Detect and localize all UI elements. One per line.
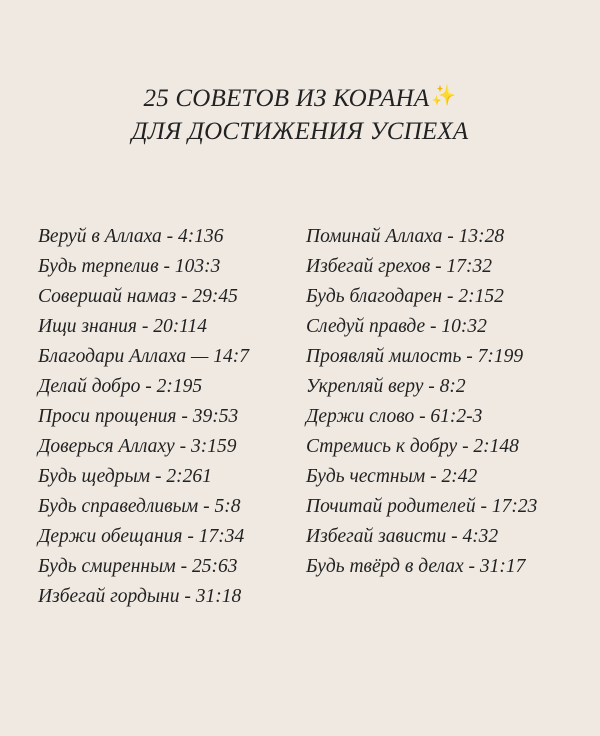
tip-item: Поминай Аллаха - 13:28 xyxy=(306,226,505,247)
tip-item: Избегай гордыни - 31:18 xyxy=(38,586,242,607)
tip-item: Держи обещания - 17:34 xyxy=(38,526,245,547)
tip-item: Будь благодарен - 2:152 xyxy=(306,286,504,307)
page-title xyxy=(0,80,600,148)
tip-item: Проявляй милость - 7:199 xyxy=(306,346,524,367)
tip-item: Будь твёрд в делах - 31:17 xyxy=(306,556,526,577)
tip-item: Держи слово - 61:2-3 xyxy=(306,406,483,427)
title-text-1: 25 СОВЕТОВ ИЗ КОРАНА xyxy=(143,85,430,112)
tip-item: Совершай намаз - 29:45 xyxy=(38,286,238,307)
tip-item: Стремись к добру - 2:148 xyxy=(306,436,519,457)
sparkles-icon: ✨ xyxy=(431,85,457,107)
tip-item: Укрепляй веру - 8:2 xyxy=(306,376,466,397)
tip-item: Будь терпелив - 103:3 xyxy=(38,256,221,277)
tip-item: Делай добро - 2:195 xyxy=(38,376,203,397)
tip-item: Будь щедрым - 2:261 xyxy=(38,466,212,487)
title-line-1 xyxy=(0,80,600,115)
tip-item: Будь смиренным - 25:63 xyxy=(38,556,238,577)
tip-item: Будь справедливым - 5:8 xyxy=(38,496,241,517)
tip-item: Будь честным - 2:42 xyxy=(306,466,478,487)
tip-item: Проси прощения - 39:53 xyxy=(38,406,239,427)
tips-list-right xyxy=(306,222,537,582)
tip-item: Благодари Аллаха — 14:7 xyxy=(38,346,249,367)
tip-item: Следуй правде - 10:32 xyxy=(306,316,487,337)
tips-list-left xyxy=(38,222,249,612)
tip-item: Почитай родителей - 17:23 xyxy=(306,496,538,517)
tip-item: Доверься Аллаху - 3:159 xyxy=(38,436,237,457)
tip-item: Веруй в Аллаха - 4:136 xyxy=(38,226,224,247)
title-line-2: ДЛЯ ДОСТИЖЕНИЯ УСПЕХА xyxy=(131,118,469,145)
tip-item: Избегай грехов - 17:32 xyxy=(306,256,493,277)
tip-item: Ищи знания - 20:114 xyxy=(38,316,207,337)
tip-item: Избегай зависти - 4:32 xyxy=(306,526,499,547)
